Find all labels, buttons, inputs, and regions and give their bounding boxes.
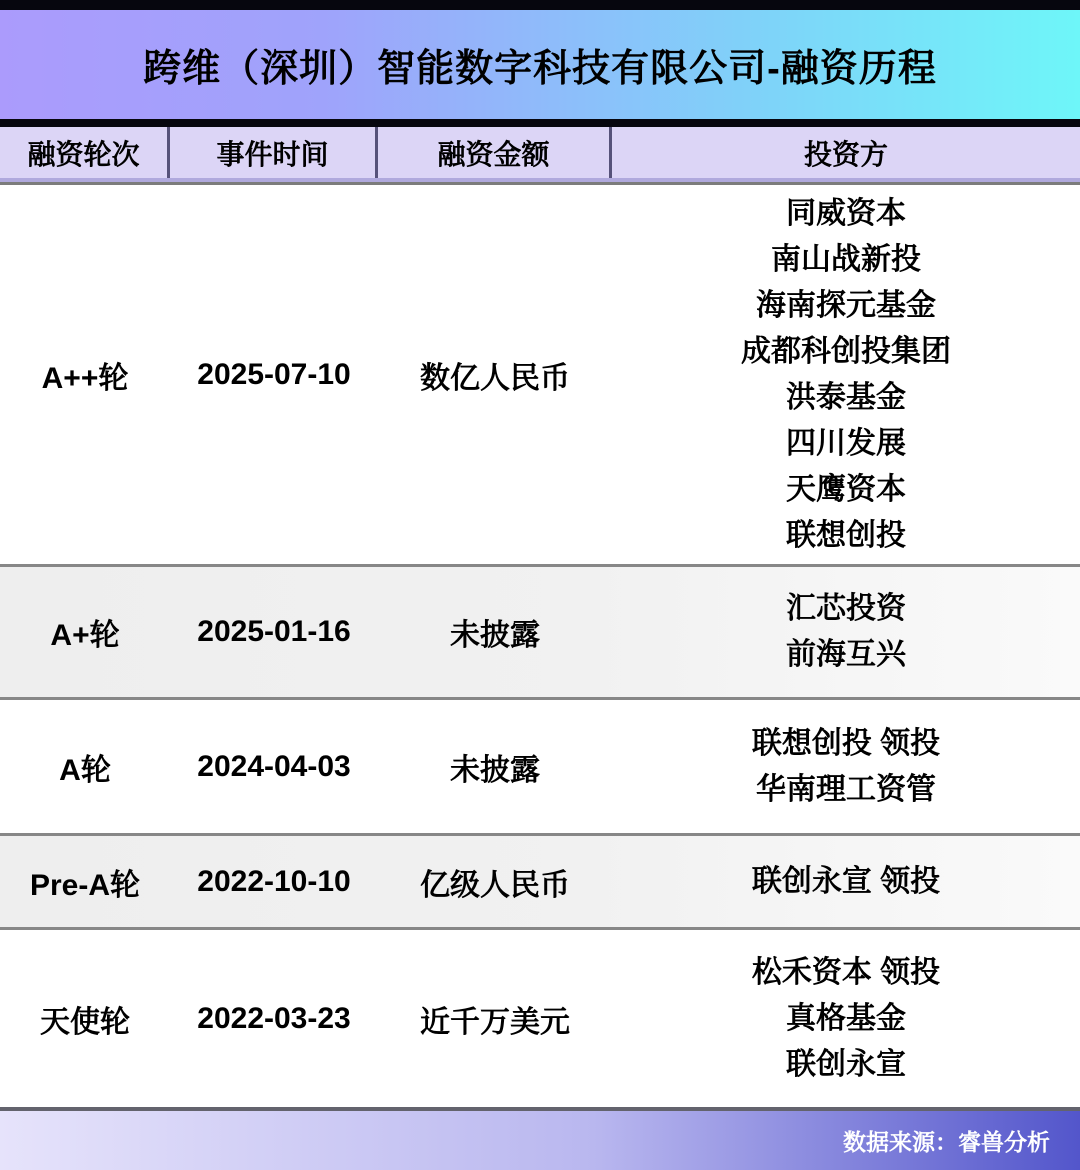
investor-name: 南山战新投 <box>771 242 921 276</box>
investors-cell <box>612 930 1080 1107</box>
data-source-label: 数据来源：睿兽分析 <box>843 1129 1050 1155</box>
investor-name: 华南理工资管 <box>756 772 936 806</box>
page-title: 跨维（深圳）智能数字科技有限公司-融资历程 <box>143 48 937 90</box>
table-header-row <box>0 127 1080 178</box>
column-header-round: 融资轮次 <box>0 127 170 178</box>
date-cell: 2022-10-10 <box>197 864 351 898</box>
round-cell: Pre-A轮 <box>29 868 141 902</box>
round-cell: A++轮 <box>41 361 129 395</box>
date-cell: 2022-03-23 <box>197 1001 351 1035</box>
investor-name: 联创永宣 <box>786 1047 906 1081</box>
investor-name: 联创永宣 领投 <box>751 864 941 898</box>
top-black-bar <box>0 0 1080 10</box>
amount-cell: 亿级人民币 <box>420 868 570 902</box>
column-header-date: 事件时间 <box>170 127 378 178</box>
date-cell: 2025-07-10 <box>197 357 351 391</box>
title-banner <box>0 10 1080 119</box>
amount-cell: 数亿人民币 <box>420 361 570 395</box>
table-row <box>0 700 1080 833</box>
investor-name: 联想创投 <box>786 518 906 552</box>
investor-name: 松禾资本 领投 <box>751 955 941 989</box>
round-cell: A+轮 <box>50 619 120 652</box>
table-row <box>0 836 1080 927</box>
investor-name: 天鹰资本 <box>786 472 906 506</box>
round-cell: A轮 <box>59 753 111 787</box>
investor-name: 洪泰基金 <box>786 380 906 414</box>
investors-cell <box>612 700 1080 833</box>
investor-name: 同威资本 <box>786 196 906 230</box>
table-row <box>0 567 1080 697</box>
column-header-amount: 融资金额 <box>378 127 612 178</box>
amount-cell: 未披露 <box>450 619 540 652</box>
investor-name: 真格基金 <box>786 1001 906 1035</box>
investors-cell <box>612 185 1080 564</box>
table-row <box>0 930 1080 1107</box>
title-bottom-black-bar <box>0 119 1080 127</box>
footer-banner <box>0 1111 1080 1170</box>
amount-cell: 未披露 <box>450 753 540 787</box>
date-cell: 2024-04-03 <box>197 749 351 783</box>
investor-name: 前海互兴 <box>786 638 906 671</box>
investors-cell <box>612 836 1080 927</box>
investor-name: 四川发展 <box>786 426 906 460</box>
investor-name: 联想创投 领投 <box>751 726 941 760</box>
date-cell: 2025-01-16 <box>197 615 351 648</box>
amount-cell: 近千万美元 <box>420 1005 570 1039</box>
investor-name: 海南探元基金 <box>756 288 936 322</box>
investor-name: 汇芯投资 <box>786 592 906 625</box>
round-cell: 天使轮 <box>40 1005 130 1039</box>
investor-name: 成都科创投集团 <box>741 334 951 368</box>
investors-cell <box>612 567 1080 697</box>
table-row <box>0 185 1080 564</box>
column-header-investors: 投资方 <box>803 138 888 170</box>
